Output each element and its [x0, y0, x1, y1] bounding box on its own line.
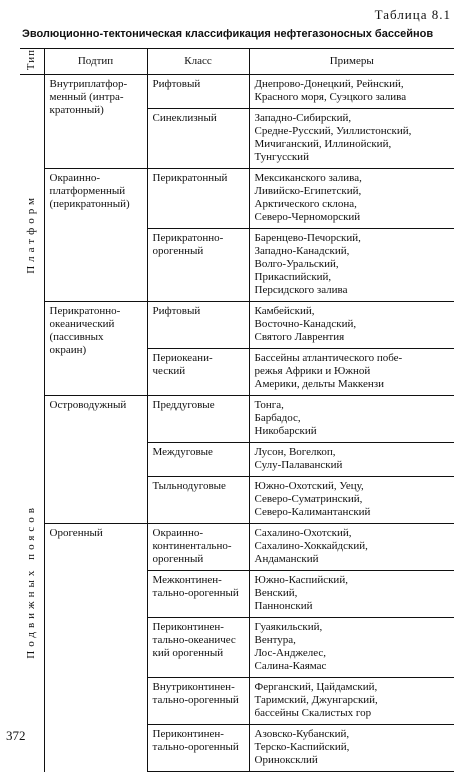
table-row: [20, 396, 454, 443]
cell-line: Тыльнодуговые: [152, 480, 226, 493]
cell-line: орогенный: [152, 553, 204, 566]
cell-line: окраин): [49, 344, 87, 357]
classification-table: [20, 48, 454, 772]
cell-line: Тунгусский: [254, 151, 309, 164]
cell-line: Мексиканского залива,: [254, 172, 362, 185]
examples-cell: [249, 443, 454, 477]
cell-line: Внутриконтинен-: [152, 681, 235, 694]
cell-line: кратонный): [49, 104, 104, 117]
header-examples: Примеры: [249, 49, 454, 75]
cell-line: Южно-Каспийский,: [254, 574, 348, 587]
cell-line: Окраинно-: [152, 527, 203, 540]
cell-line: Межконтинен-: [152, 574, 222, 587]
examples-cell: [249, 109, 454, 169]
cell-line: Северо-Черноморский: [254, 211, 361, 224]
cell-line: Сахалино-Хоккайдский,: [254, 540, 368, 553]
header-type: Тип: [20, 49, 44, 75]
cell-line: Азовско-Кубанский,: [254, 728, 350, 741]
cell-line: (пассивных: [49, 331, 104, 344]
cell-line: Периокеани-: [152, 352, 213, 365]
cell-line: Барбадос,: [254, 412, 301, 425]
cell-line: Синеклизный: [152, 112, 217, 125]
cell-line: Таримский, Джунгарский,: [254, 694, 378, 707]
class-cell: [147, 618, 249, 678]
cell-line: Периконтинен-: [152, 728, 224, 741]
class-cell: [147, 109, 249, 169]
examples-cell: [249, 571, 454, 618]
cell-line: Ферганский, Цайдамский,: [254, 681, 378, 694]
cell-line: Ориноксклий: [254, 754, 318, 767]
subtype-cell: [44, 524, 147, 772]
cell-line: Вентура,: [254, 634, 296, 647]
cell-line: Перикратонно-: [49, 305, 121, 318]
cell-line: ческий: [152, 365, 186, 378]
cell-line: Восточно-Канадский,: [254, 318, 357, 331]
class-cell: [147, 349, 249, 396]
cell-line: Междуговые: [152, 446, 213, 459]
cell-line: Сахалино-Охотский,: [254, 527, 352, 540]
cell-line: орогенный: [152, 245, 204, 258]
cell-line: Орогенный: [49, 527, 103, 540]
table-row: [20, 169, 454, 229]
cell-line: Перикратонно-: [152, 232, 224, 245]
cell-line: Терско-Каспийский,: [254, 741, 350, 754]
cell-line: Камбейский,: [254, 305, 315, 318]
examples-cell: [249, 75, 454, 109]
cell-line: Северо-Суматринский,: [254, 493, 363, 506]
cell-line: Западно-Сибирский,: [254, 112, 352, 125]
type-cell-mobile: [20, 396, 44, 772]
cell-line: Арктического склона,: [254, 198, 357, 211]
cell-line: Тонга,: [254, 399, 284, 412]
type-label: Подвижных поясов: [25, 504, 38, 660]
subtype-cell: [44, 75, 147, 169]
class-cell: [147, 396, 249, 443]
cell-line: режья Африки и Южной: [254, 365, 371, 378]
examples-cell: [249, 618, 454, 678]
cell-line: Лусон, Вогелкоп,: [254, 446, 336, 459]
cell-line: Перикратонный: [152, 172, 228, 185]
subtype-cell: [44, 302, 147, 396]
cell-line: Средне-Русский, Уиллистонский,: [254, 125, 412, 138]
cell-line: Святого Лаврентия: [254, 331, 345, 344]
examples-cell: [249, 678, 454, 725]
cell-line: Рифтовый: [152, 305, 201, 318]
cell-line: Америки, дельты Маккензи: [254, 378, 384, 391]
cell-line: Периконтинен-: [152, 621, 224, 634]
cell-line: Волго-Уральский,: [254, 258, 339, 271]
page-number: 372: [6, 728, 26, 743]
class-cell: [147, 678, 249, 725]
cell-line: Персидского залива: [254, 284, 348, 297]
class-cell: [147, 302, 249, 349]
class-cell: [147, 229, 249, 302]
cell-line: Днепрово-Донецкий, Рейнский,: [254, 78, 404, 91]
cell-line: бассейны Скалистых гор: [254, 707, 372, 720]
table-row: [20, 75, 454, 109]
examples-cell: [249, 169, 454, 229]
examples-cell: [249, 524, 454, 571]
header-class: Класс: [147, 49, 249, 75]
examples-cell: [249, 229, 454, 302]
cell-line: Северо-Калимантанский: [254, 506, 371, 519]
cell-line: Внутриплатфор-: [49, 78, 128, 91]
cell-line: тально-орогенный: [152, 587, 239, 600]
class-cell: [147, 571, 249, 618]
examples-cell: [249, 396, 454, 443]
cell-line: Южно-Охотский, Уецу,: [254, 480, 364, 493]
cell-line: Никобарский: [254, 425, 317, 438]
class-cell: [147, 477, 249, 524]
cell-line: тально-орогенный: [152, 741, 239, 754]
table-title: Эволюционно-тектоническая классификация нефтегазоносных бассейнов: [22, 28, 434, 40]
cell-line: кий орогенный: [152, 647, 224, 660]
cell-line: Островодужный: [49, 399, 127, 412]
cell-line: менный (интра-: [49, 91, 124, 104]
cell-line: Андаманский: [254, 553, 319, 566]
subtype-cell: [44, 169, 147, 302]
type-label: Платформ: [25, 193, 38, 274]
cell-line: Прикаспийский,: [254, 271, 332, 284]
cell-line: континентально-: [152, 540, 232, 553]
cell-line: платформенный: [49, 185, 126, 198]
class-cell: [147, 75, 249, 109]
table-label: Таблица 8.1: [374, 7, 451, 22]
type-cell-platform: [20, 75, 44, 396]
cell-line: Баренцево-Печорский,: [254, 232, 361, 245]
examples-cell: [249, 725, 454, 772]
cell-line: Мичиганский, Иллинойский,: [254, 138, 392, 151]
cell-line: Венский,: [254, 587, 298, 600]
cell-line: (перикратонный): [49, 198, 130, 211]
cell-line: Гуаякильский,: [254, 621, 323, 634]
cell-line: Преддуговые: [152, 399, 215, 412]
cell-line: тально-орогенный: [152, 694, 239, 707]
cell-line: тально-океаничес: [152, 634, 236, 647]
cell-line: Западно-Канадский,: [254, 245, 350, 258]
cell-line: Красного моря, Суэцкого залива: [254, 91, 407, 104]
examples-cell: [249, 302, 454, 349]
cell-line: Окраинно-: [49, 172, 100, 185]
class-cell: [147, 443, 249, 477]
class-cell: [147, 169, 249, 229]
cell-line: Паннонский: [254, 600, 313, 613]
cell-line: Сулу-Палаванский: [254, 459, 343, 472]
header-subtype: Подтип: [44, 49, 147, 75]
subtype-cell: [44, 396, 147, 524]
cell-line: Бассейны атлантического побе-: [254, 352, 403, 365]
examples-cell: [249, 477, 454, 524]
table-row: [20, 524, 454, 571]
header-row: [20, 49, 454, 75]
cell-line: Салина-Каямас: [254, 660, 327, 673]
cell-line: океанический: [49, 318, 115, 331]
table-row: [20, 302, 454, 349]
cell-line: Рифтовый: [152, 78, 201, 91]
cell-line: Ливийско-Египетский,: [254, 185, 362, 198]
class-cell: [147, 725, 249, 772]
cell-line: Лос-Анджелес,: [254, 647, 327, 660]
class-cell: [147, 524, 249, 571]
examples-cell: [249, 349, 454, 396]
